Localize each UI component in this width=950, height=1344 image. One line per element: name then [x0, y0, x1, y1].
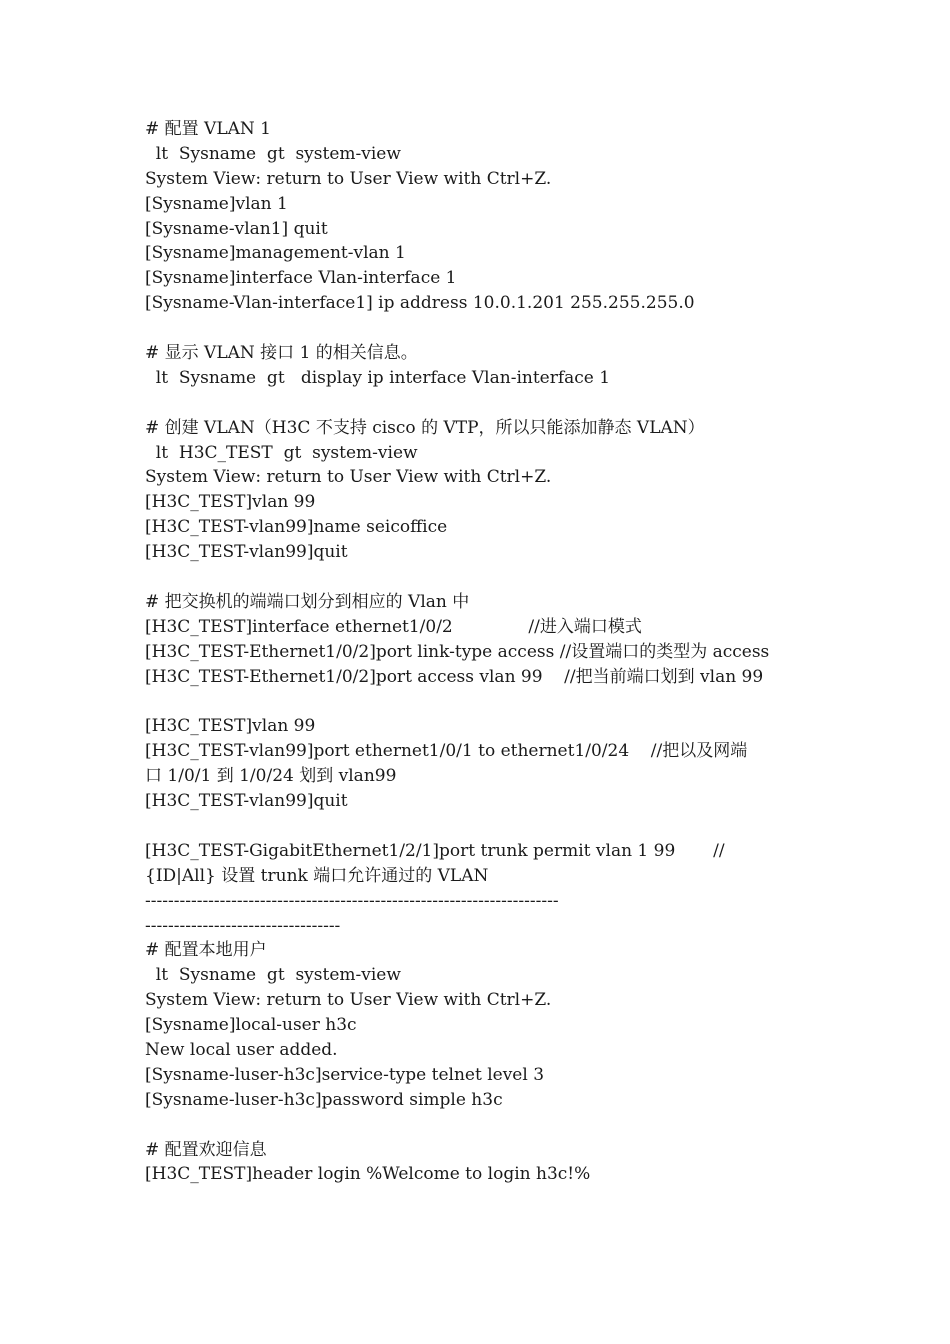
command-line: [H3C_TEST]header login %Welcome to login h3c!%: [145, 1164, 591, 1185]
command-line-continuation: {ID|All} 设置 trunk 端口允许通过的 VLAN: [145, 865, 489, 886]
blank-line: [145, 1113, 810, 1138]
output-line: System View: return to User View with Ctrl+Z.: [145, 990, 552, 1011]
heading-assign-ports: # 把交换机的端端口划分到相应的 Vlan 中: [145, 591, 470, 612]
separator-rule: ----------------------------------: [145, 915, 341, 936]
command-line: [H3C_TEST-vlan99]quit: [145, 542, 348, 563]
command-line: [Sysname]management-vlan 1: [145, 243, 406, 264]
command-line: [H3C_TEST]vlan 99: [145, 492, 316, 513]
blank-line: [145, 814, 810, 839]
heading-configure-local-user: # 配置本地用户: [145, 940, 267, 961]
separator-rule: ------------------------------------------------------------------------: [145, 890, 559, 911]
command-line: [H3C_TEST]interface ethernet1/0/2 //进入端口模式: [145, 616, 642, 637]
command-line: [H3C_TEST-vlan99]name seicoffice: [145, 517, 448, 538]
command-line-continuation: 口 1/0/1 到 1/0/24 划到 vlan99: [145, 766, 397, 787]
command-line: [Sysname]vlan 1: [145, 193, 288, 214]
output-line: System View: return to User View with Ctrl+Z.: [145, 168, 552, 189]
blank-line: [145, 565, 810, 590]
heading-display-vlan-interface: # 显示 VLAN 接口 1 的相关信息。: [145, 343, 418, 364]
blank-line: [145, 316, 810, 341]
command-line: [Sysname-Vlan-interface1] ip address 10.0.1.201 255.255.255.0: [145, 293, 695, 314]
command-line: [Sysname]interface Vlan-interface 1: [145, 268, 457, 289]
command-line: [H3C_TEST-GigabitEthernet1/2/1]port trunk permit vlan 1 99 //: [145, 840, 725, 861]
command-line: [H3C_TEST-Ethernet1/0/2]port access vlan 99 //把当前端口划到 vlan 99: [145, 666, 764, 687]
command-line: lt H3C_TEST gt system-view: [145, 442, 418, 463]
command-line: [H3C_TEST-vlan99]port ethernet1/0/1 to ethernet1/0/24 //把以及网端: [145, 741, 748, 762]
command-line: [H3C_TEST]vlan 99: [145, 716, 316, 737]
command-line: [H3C_TEST-Ethernet1/0/2]port link-type access //设置端口的类型为 access: [145, 641, 770, 662]
command-line: [Sysname-luser-h3c]service-type telnet level 3: [145, 1064, 545, 1085]
output-line: System View: return to User View with Ctrl+Z.: [145, 467, 552, 488]
heading-create-vlan: # 创建 VLAN（H3C 不支持 cisco 的 VTP，所以只能添加静态 VLAN）: [145, 417, 705, 438]
heading-configure-vlan1: # 配置 VLAN 1: [145, 119, 271, 139]
document-body: [145, 117, 810, 1187]
command-line: [H3C_TEST-vlan99]quit: [145, 791, 348, 812]
output-line: New local user added.: [145, 1039, 338, 1060]
blank-line: [145, 391, 810, 416]
command-line: [Sysname-luser-h3c]password simple h3c: [145, 1089, 503, 1110]
command-line: [Sysname]local-user h3c: [145, 1015, 357, 1036]
command-line: lt Sysname gt system-view: [145, 965, 401, 986]
heading-configure-welcome: # 配置欢迎信息: [145, 1139, 267, 1160]
blank-line: [145, 689, 810, 714]
command-line: lt Sysname gt system-view: [145, 143, 401, 164]
command-line: lt Sysname gt display ip interface Vlan-interface 1: [145, 367, 611, 388]
command-line: [Sysname-vlan1] quit: [145, 218, 328, 239]
